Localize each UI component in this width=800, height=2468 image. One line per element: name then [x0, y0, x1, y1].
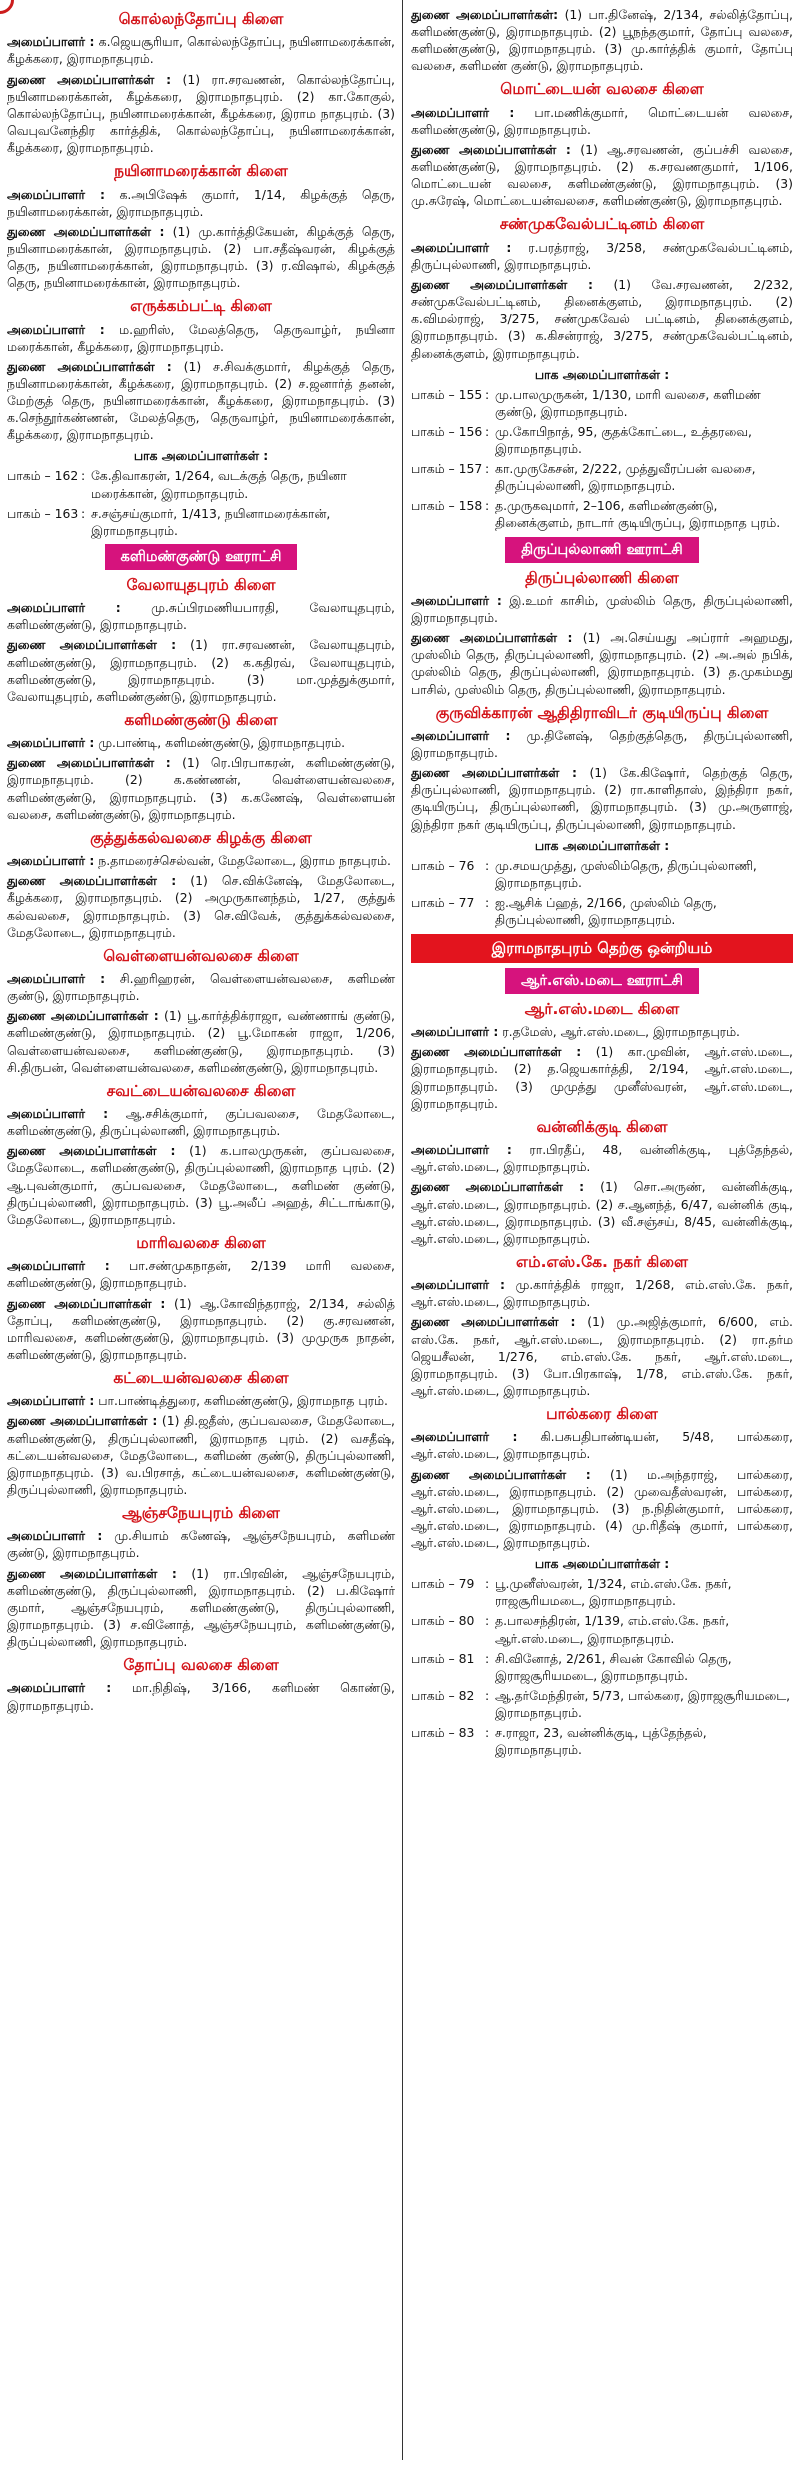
- branch-section: [7, 9, 395, 156]
- deputy-organisers-entry: [7, 872, 395, 940]
- booth-number: பாகம் – 81: [411, 1650, 475, 1666]
- deputy-organisers-text: (1) தி.ஜதீஸ், குப்பவலசை, மேதலோடை, களிமண்குண்டு, திருப்புல்லாணி, இராமநாத புரம். (2) வசதீஷ், கட்டையன்வலசை, மேதலோடை, களிமண் குண்டு, திருப்புல்லாணி, இராமநாதபுரம். (3) வ.பிரசாத், கட்டையன்வலசை, களிமண்குண்டு, திருப்புல்லாணி, இராமநாதபுரம்.: [7, 1413, 395, 1497]
- booth-separator: :: [485, 423, 490, 439]
- booth-separator: :: [81, 468, 86, 484]
- branch-section: [7, 1233, 395, 1363]
- union-banner: இராமநாதபுரம் தெற்கு ஒன்றியம்: [411, 934, 793, 963]
- deputy-organisers-label: துணை அமைப்பாளர்கள் :: [411, 630, 573, 646]
- deputy-organisers-text: (1) சொ.அருண், வன்னிக்குடி, ஆர்.எஸ்.மடை, இராமநாதபுரம். (2) ச.ஆனந்த், 6/47, வன்னிக் குடி, ஆர்.எஸ்.மடை, இராமநாதபுரம். (3) வீ.சஞ்சய், 8/45, வன்னிக்குடி, ஆர்.எஸ்.மடை, இராமநாதபுரம்.: [411, 1179, 793, 1246]
- organiser-text: மு.கார்த்திக் ராஜா, 1/268, எம்.எஸ்.கே. நகர், ஆர்.எஸ்.மடை, இராமநாதபுரம்.: [411, 1277, 793, 1310]
- organiser-entry: [7, 1105, 395, 1139]
- booth-number: பாகம் – 82: [411, 1687, 475, 1703]
- branch-section: [411, 1117, 793, 1247]
- deputy-organisers-label: துணை அமைப்பாளர்கள் :: [7, 637, 177, 653]
- branch-title: மாரிவலசை கிளை: [136, 1233, 266, 1252]
- organiser-text: மு.பாண்டி, களிமண்குண்டு, இராமநாதபுரம்.: [98, 735, 346, 751]
- deputy-organisers-label: துணை அமைப்பாளர்கள் :: [7, 71, 172, 87]
- deputy-organisers-text: (1) அ.செய்யது அப்ரார் அஹமது, முஸ்லிம் தெரு, திருப்புல்லாணி, இராமநாதபுரம். (2) அ.அல் நபிக், முஸ்லிம் தெரு, திருப்புல்லாணி, இராமநாதபுரம். (3) த.முகம்மது பாசில், முஸ்லிம் தெரு, திருப்புல்லாணி, இராமநாதபுரம்.: [411, 630, 793, 697]
- booth-row: [411, 460, 793, 494]
- deputy-organisers-label: துணை அமைப்பாளர்கள் :: [411, 277, 593, 293]
- deputy-organisers-text: (1) ஆ.சரவணன், குப்பச்சி வலசை, களிமண்குண்டு, இராமநாதபுரம். (2) க.சரவணகுமார், 1/106, மொட்டையன் வலசை, களிமண்குண்டு, இராமநாதபுரம். (3) மு.சுரேஷ், மொட்டையன்வலசை, களிமண்குண்டு, இராமநாதபுரம்.: [411, 142, 793, 209]
- branch-title: நயினாமரைக்கான் கிளை: [114, 162, 288, 181]
- organiser-entry: [411, 239, 793, 273]
- organiser-text: மு.சுப்பிரமணியபாரதி, வேலாயுதபுரம், களிமண்குண்டு, இராமநாதபுரம்.: [7, 600, 395, 633]
- branch-section: [7, 1503, 395, 1650]
- organiser-label: அமைப்பாளர் :: [411, 1024, 499, 1040]
- booth-organiser-text: மு.பாலமுருகன், 1/130, மாரி வலசை, களிமண் குண்டு, இராமநாதபுரம்.: [495, 386, 761, 419]
- deputy-organisers-label: துணை அமைப்பாளர்கள் :: [411, 142, 571, 158]
- organiser-entry: [7, 970, 395, 1004]
- branch-section: [7, 710, 395, 823]
- booth-number: பாகம் – 155: [411, 386, 483, 402]
- deputy-organisers-entry: [7, 358, 395, 444]
- booth-organiser-text: த.பாலசந்திரன், 1/139, எம்.எஸ்.கே. நகர், ஆர்.எஸ்.மடை, இராமநாதபுரம்.: [495, 1613, 730, 1646]
- deputy-organisers-entry: [7, 71, 395, 157]
- organiser-entry: [7, 1257, 395, 1291]
- branch-title: பால்கரை கிளை: [546, 1404, 658, 1423]
- deputy-organisers-text: (1) மு.கார்த்திகேயன், கிழக்குத் தெரு, நயினாமரைக்கான், இராமநாதபுரம். (2) பா.சதீஷ்வரன், கிழக்குத் தெரு, நயினாமரைக்கான், இராமநாதபுரம். (3) ர.விஷால், கிழக்குத் தெரு, நயினாமரைக்கான், இராமநாதபுரம்.: [7, 223, 395, 291]
- organiser-entry: [411, 1428, 793, 1462]
- deputy-organisers-text: (1) பா.தினேஷ், 2/134, சல்லித்தோப்பு, களிமண்குண்டு, இராமநாதபுரம். (2) பூநந்தகுமார், தோப்பு வலசை, களிமண்குண்டு, இராமநாதபுரம். (3) மு.கார்த்திக் குமார், தோப்பு வலசை, களிமண் குண்டு, இராமநாதபுரம்.: [411, 7, 793, 74]
- deputy-organisers-entry: [411, 764, 793, 832]
- branch-title: தோப்பு வலசை கிளை: [123, 1656, 279, 1675]
- booth-separator: :: [485, 386, 490, 402]
- deputy-organisers-text: (1) கே.கிஷோர், தெற்குத் தெரு, திருப்புல்லாணி, இராமநாதபுரம். (2) ரா.காளிதாஸ், இந்திரா நகர், குடியிருப்பு, திருப்புல்லாணி, இராமநாதபுரம். (3) மு.அருளாஜ், இந்திரா நகர் குடியிருப்பு, திருப்புல்லாணி, இராமநாதபுரம்.: [411, 765, 793, 832]
- panchayat-heading: ஆர்.எஸ்.மடை ஊராட்சி: [505, 968, 699, 994]
- branch-section: [411, 703, 793, 929]
- booth-number: பாகம் – 162: [7, 468, 79, 484]
- branch-section: [7, 1081, 395, 1228]
- booth-number: பாகம் – 76: [411, 857, 475, 873]
- deputy-organisers-entry: [7, 1412, 395, 1498]
- branch-section: [411, 1252, 793, 1399]
- organiser-entry: [411, 1023, 793, 1040]
- organiser-label: அமைப்பாளர் :: [7, 186, 105, 202]
- booth-organiser-text: பூ.முனீஸ்வரன், 1/324, எம்.எஸ்.கே. நகர், ராஜசூரியமடை, இராமநாதபுரம்.: [495, 1576, 732, 1609]
- branch-title: கொல்லந்தோப்பு கிளை: [118, 10, 284, 28]
- organiser-text: இ.உமர் காசிம், முஸ்லிம் தெரு, திருப்புல்லாணி, இராமநாதபுரம்.: [411, 592, 793, 626]
- organiser-text: சி.ஹரிஹரன், வெள்ளையன்வலசை, களிமண் குண்டு, இராமநாதபுரம்.: [7, 971, 395, 1004]
- booth-organiser-text: கே.திவாகரன், 1/264, வடக்குத் தெரு, நயினா மரைக்கான், இராமநாதபுரம்.: [91, 468, 347, 501]
- booth-row: [411, 423, 793, 457]
- booth-organiser-text: சி.வினோத், 2/261, சிவன் கோவில் தெரு, இராஜசூரியமடை, இராமநாதபுரம்.: [495, 1650, 732, 1683]
- branch-title: எம்.எஸ்.கே. நகர் கிளை: [516, 1252, 688, 1271]
- organiser-label: அமைப்பாளர் :: [411, 1277, 505, 1293]
- booth-organisers-heading: பாக அமைப்பாளர்கள் :: [133, 448, 269, 464]
- booth-separator: :: [485, 1650, 490, 1666]
- booth-number: பாகம் – 80: [411, 1613, 475, 1629]
- organiser-label: அமைப்பாளர் :: [411, 728, 511, 743]
- organiser-entry: [411, 104, 793, 138]
- organiser-entry: [7, 1392, 395, 1409]
- branch-title: வன்னிக்குடி கிளை: [536, 1117, 668, 1136]
- panchayat-heading: களிமண்குண்டு ஊராட்சி: [105, 544, 298, 570]
- organiser-label: அமைப்பாளர் :: [411, 104, 515, 120]
- booth-organisers-heading: பாக அமைப்பாளர்கள் :: [534, 366, 670, 382]
- deputy-organisers-text: (1) ச.சிவக்குமார், கிழக்குத் தெரு, நயினாமரைக்கான், கீழக்கரை, இராமநாதபுரம். (2) ச.ஜனார்த் தனன், மேற்குத் தெரு, நயினாமரைக்கான், கீழக்கரை, இராமநாதபுரம். (3) க.செந்தூர்கண்ணன், மேலத்தெரு, தெருவாழ்ர், நயினாமரைக்கான், கீழக்கரை, இராமநாதபுரம்.: [7, 358, 395, 443]
- booth-separator: :: [485, 1576, 490, 1592]
- branch-section: [7, 575, 395, 705]
- organiser-text: ர.பரத்ராஜ், 3/258, சண்முகவேல்பட்டினம், திருப்புல்லாணி, இராமநாதபுரம்.: [411, 239, 793, 272]
- deputy-organisers-text: (1) மு.அஜித்குமார், 6/600, எம். எஸ்.கே. நகர், ஆர்.எஸ்.மடை, இராமநாதபுரம். (2) ரா.தர்ம ஜெயசீலன், 1/276, எம்.எஸ்.கே. நகர், ஆர்.எஸ்.மடை, இராமநாதபுரம். (3) போ.பிரகாஷ், 1/78, எம்.எஸ்.கே. நகர், ஆர்.எஸ்.மடை, இராமநாதபுரம்.: [411, 1314, 793, 1398]
- deputy-organisers-entry: [7, 754, 395, 822]
- deputy-organisers-entry: [411, 276, 793, 362]
- booth-row: [411, 1612, 793, 1646]
- deputy-organisers-label: துணை அமைப்பாளர்கள் :: [7, 1413, 158, 1429]
- branch-title: ஆஞ்சநேயபுரம் கிளை: [122, 1503, 280, 1522]
- organiser-text: கி.பசுபதிபாண்டியன், 5/48, பால்கரை, ஆர்.எஸ்.மடை, இராமநாதபுரம்.: [411, 1429, 793, 1462]
- deputy-organisers-entry: [411, 1178, 793, 1246]
- booth-row: [411, 1687, 793, 1721]
- booth-row: [7, 467, 395, 501]
- booth-separator: :: [485, 1725, 490, 1741]
- deputy-organisers-text: (1) பூ.கார்த்திக்ராஜா, வண்ணாங் குண்டு, களிமண்குண்டு, இராமநாதபுரம். (2) பூ.மோகன் ராஜா, 1/206, வெள்ளையன்வலசை, களிமண்குண்டு, இராமநாதபுரம். (3) சி.திருபன், வெள்ளையன்வலசை, களிமண்குண்டு, இராமநாதபுரம்.: [7, 1008, 395, 1075]
- booth-organisers-heading: பாக அமைப்பாளர்கள் :: [534, 1556, 670, 1572]
- deputy-organisers-label: துணை அமைப்பாளர்கள் :: [7, 1565, 177, 1581]
- booth-row: [411, 894, 793, 928]
- booth-separator: :: [485, 498, 490, 514]
- deputy-organisers-label: துணை அமைப்பாளர்கள் :: [7, 358, 172, 374]
- branch-section: [7, 828, 395, 941]
- organiser-text: ந.தாமரைச்செல்வன், மேதலோடை, இராம நாதபுரம்.: [98, 853, 391, 869]
- organiser-entry: [411, 592, 793, 626]
- booth-number: பாகம் – 77: [411, 894, 475, 910]
- deputy-organisers-label: துணை அமைப்பாளர்கள் :: [411, 1314, 576, 1330]
- branch-section: [411, 6, 793, 74]
- deputy-organisers-entry: [411, 1043, 793, 1111]
- deputy-organisers-entry: [7, 1295, 395, 1363]
- organiser-text: பா.பாண்டித்துரை, களிமண்குண்டு, இராமநாத புரம்.: [98, 1393, 388, 1409]
- organiser-text: ஆ.சசிக்குமார், குப்பவலசை, மேதலோடை, களிமண்குண்டு, திருப்புல்லாணி, இராமநாதபுரம்.: [7, 1106, 395, 1139]
- organiser-text: க.அபிஷேக் குமார், 1/14, கிழக்குத் தெரு, நயினாமரைக்கான், இராமநாதபுரம்.: [7, 186, 395, 219]
- deputy-organisers-text: (1) ரா.பிரவின், ஆஞ்சநேயபுரம், களிமண்குண்டு, திருப்புல்லாணி, இராமநாதபுரம். (2) ப.கிஷோர் குமார், ஆஞ்சநேயபுரம், களிமண்குண்டு, திருப்புல்லாணி, இராமநாதபுரம். (3) ச.வினோத், ஆஞ்சநேயபுரம், களிமண்குண்டு, திருப்புல்லாணி, இராமநாதபுரம்.: [7, 1565, 395, 1649]
- deputy-organisers-label: துணை அமைப்பாளர்கள் :: [411, 1044, 582, 1060]
- booth-number: பாகம் – 79: [411, 1576, 475, 1592]
- branch-title: எருக்கம்பட்டி கிளை: [130, 297, 272, 316]
- booth-number: பாகம் – 157: [411, 461, 483, 477]
- branch-section: [7, 1368, 395, 1498]
- booth-number: பாகம் – 83: [411, 1725, 475, 1741]
- organiser-label: அமைப்பாளர் :: [7, 853, 95, 869]
- deputy-organisers-label: துணை அமைப்பாளர்கள் :: [7, 755, 171, 771]
- organiser-text: க.ஜெயசூரியா, கொல்லந்தோப்பு, நயினாமரைக்கான், கீழக்கரை, இராமநாதபுரம்.: [7, 34, 395, 67]
- branch-section: [411, 999, 793, 1112]
- booth-organiser-text: ஐ.ஆசிக் ப்ஹத், 2/166, முஸ்லிம் தெரு, திருப்புல்லாணி, இராமநாதபுரம்.: [495, 894, 717, 928]
- deputy-organisers-label: துணை அமைப்பாளர்கள் :: [411, 765, 577, 781]
- booth-organiser-text: மு.சமயமுத்து, முஸ்லிம்தெரு, திருப்புல்லாணி, இராமநாதபுரம்.: [495, 857, 757, 890]
- booth-organiser-text: கா.முருகேசன், 2/222, முத்துவீரப்பன் வலசை, திருப்புல்லாணி, இராமநாதபுரம்.: [495, 461, 756, 494]
- booth-organiser-text: ஆ.தர்மேந்திரன், 5/73, பால்கரை, இராஜசூரியமடை, இராமநாதபுரம்.: [495, 1687, 791, 1720]
- organiser-entry: [7, 599, 395, 633]
- deputy-organisers-entry: [411, 6, 793, 74]
- organiser-label: அமைப்பாளர் :: [7, 321, 105, 337]
- booth-organiser-text: த.முருகவுமார், 2–106, களிமண்குண்டு, தினைக்குளம், நாடார் குடியிருப்பு, இராமநாத புரம்.: [495, 498, 781, 531]
- organiser-label: அமைப்பாளர் :: [7, 971, 106, 987]
- branch-title: கட்டையன்வலசை கிளை: [113, 1368, 289, 1387]
- deputy-organisers-label: துணை அமைப்பாளர்கள் :: [7, 1295, 166, 1311]
- organiser-entry: [7, 33, 395, 67]
- branch-title: திருப்புல்லாணி கிளை: [525, 568, 679, 587]
- branch-title: வெள்ளையன்வலசை கிளை: [103, 946, 299, 965]
- organiser-label: அமைப்பாளர் :: [411, 1429, 518, 1445]
- organiser-label: அமைப்பாளர் :: [7, 1528, 103, 1544]
- deputy-organisers-text: (1) ரெ.பிரபாகரன், களிமண்குண்டு, இராமநாதபுரம். (2) க.கண்ணன், வெள்ளையன்வலசை, களிமண்குண்டு, இராமநாதபுரம். (3) க.கணேஷ், வெள்ளையன் வலசை, களிமண்குண்டு, இராமநாதபுரம்.: [7, 755, 395, 822]
- organiser-entry: [7, 852, 395, 869]
- organiser-entry: [7, 1679, 395, 1713]
- organiser-label: அமைப்பாளர் :: [7, 1258, 110, 1274]
- organiser-entry: [7, 186, 395, 220]
- deputy-organisers-entry: [411, 629, 793, 697]
- branch-section: [7, 296, 395, 539]
- deputy-organisers-label: துணை அமைப்பாளர்கள் :: [7, 1143, 176, 1159]
- branch-title: சவட்டையன்வலசை கிளை: [106, 1081, 296, 1100]
- branch-title: ஆர்.எஸ்.மடை கிளை: [524, 999, 680, 1018]
- organiser-label: அமைப்பாளர் :: [7, 1106, 109, 1122]
- deputy-organisers-entry: [7, 1565, 395, 1651]
- deputy-organisers-entry: [7, 223, 395, 291]
- organiser-entry: [411, 1276, 793, 1310]
- deputy-organisers-text: (1) வே.சரவணன், 2/232, சண்முகவேல்பட்டினம், தினைக்குளம், இராமநாதபுரம். (2) க.விமல்ராஜ், 3/275, சண்முகவேல் பட்டினம், தினைக்குளம், இராமநாதபுரம். (3) க.கிசன்ராஜ், 3/275, சண்முகவேல்பட்டினம், தினைக்குளம், இராமநாதபுரம்.: [411, 277, 793, 361]
- branch-title: வேலாயுதபுரம் கிளை: [126, 575, 276, 594]
- organiser-text: பா.சண்முகநாதன், 2/139 மாரி வலசை, களிமண்குண்டு, இராமநாதபுரம்.: [7, 1258, 395, 1291]
- organiser-label: அமைப்பாளர் :: [411, 239, 512, 255]
- organiser-label: அமைப்பாளர் :: [7, 1680, 112, 1696]
- deputy-organisers-entry: [411, 1466, 793, 1552]
- booth-row: [411, 1724, 793, 1758]
- branch-section: [7, 946, 395, 1076]
- branch-section: [411, 1404, 793, 1758]
- deputy-organisers-label: துணை அமைப்பாளர்கள் :: [7, 1008, 159, 1024]
- booth-organisers-heading: பாக அமைப்பாளர்கள் :: [534, 837, 670, 853]
- right-column: [404, 0, 800, 2460]
- branch-section: [411, 79, 793, 209]
- organiser-text: மா.நிதிஷ், 3/166, களிமண் கொண்டு, இராமநாதபுரம்.: [7, 1680, 395, 1713]
- branch-section: [7, 1655, 395, 1714]
- booth-row: [411, 1650, 793, 1684]
- branch-section: [7, 161, 395, 291]
- deputy-organisers-text: (1) கா.முவின், ஆர்.எஸ்.மடை, இராமநாதபுரம். (2) த.ஜெயகார்த்தி, 2/194, ஆர்.எஸ்.மடை, இராமநாதபுரம். (3) முமுத்து முனீஸ்வரன், ஆர்.எஸ்.மடை, இராமநாதபுரம்.: [411, 1044, 793, 1111]
- organiser-text: மு.தினேஷ், தெற்குத்தெரு, திருப்புல்லாணி, இராமநாதபுரம்.: [411, 728, 793, 761]
- deputy-organisers-label: துணை அமைப்பாளர்கள் :: [411, 1179, 585, 1195]
- deputy-organisers-text: (1) ரா.சரவணன், கொல்லந்தோப்பு, நயினாமரைக்கான், கீழக்கரை, இராமநாதபுரம். (2) கா.கோகுல், கொல்லந்தோப்பு, நயினாமரைக்கான், கீழக்கரை, இராம நாதபுரம். (3) வெபுவனேந்திர கார்த்திக், கொல்லந்தோப்பு, நயினாமரைக்கான், கீழக்கரை, இராமநாதபுரம்.: [7, 71, 395, 156]
- booth-organiser-text: ச.ராஜா, 23, வன்னிக்குடி, புத்தேந்தல், இராமநாதபுரம்.: [495, 1725, 707, 1758]
- branch-title: களிமண்குண்டு கிளை: [124, 710, 278, 729]
- booth-organiser-text: மு.கோபிநாத், 95, குதக்கோட்டை, உத்தரவை, இராமநாதபுரம்.: [495, 423, 752, 457]
- booth-row: [7, 505, 395, 539]
- branch-title: குத்துக்கல்வலசை கிழக்கு கிளை: [90, 828, 312, 847]
- deputy-organisers-label: துணை அமைப்பாளர்கள் :: [411, 1466, 591, 1482]
- branch-section: [411, 568, 793, 698]
- deputy-organisers-label: துணை அமைப்பாளர்கள்:: [411, 7, 559, 22]
- booth-row: [411, 1575, 793, 1609]
- booth-number: பாகம் – 158: [411, 498, 483, 514]
- deputy-organisers-text: (1) செ.விக்னேஷ், மேதலோடை, கீழக்கரை, இராமநாதபுரம். (2) அமுருகானந்தம், 1/27, குத்துக் கல்வலசை, இராமநாதபுரம். (3) செ.விவேக், குத்துக்கல்வலசை, மேதலோடை, இராமநாதபுரம்.: [7, 873, 395, 940]
- booth-number: பாகம் – 156: [411, 423, 483, 439]
- organiser-text: பா.மணிக்குமார், மொட்டையன் வலசை, களிமண்குண்டு, இராமநாதபுரம்.: [411, 104, 793, 137]
- booth-separator: :: [485, 461, 490, 477]
- booth-separator: :: [485, 1613, 490, 1629]
- booth-row: [411, 497, 793, 531]
- organiser-text: ம.ஹரிஸ், மேலத்தெரு, தெருவாழ்ர், நயினா மரைக்கான், கீழக்கரை, இராமநாதபுரம்.: [7, 321, 395, 354]
- branch-title: மொட்டையன் வலசை கிளை: [500, 80, 704, 99]
- organiser-entry: [7, 321, 395, 355]
- booth-number: பாகம் – 163: [7, 505, 79, 521]
- deputy-organisers-text: (1) ரா.சரவணன், வேலாயுதபுரம், களிமண்குண்டு, இராமநாதபுரம். (2) க.கதிரவ், வேலாயுதபுரம், களிமண்குண்டு, இராமநாதபுரம். (3) மா.முத்துக்குமார், வேலாயுதபுரம், களிமண்குண்டு, இராமநாதபுரம்.: [7, 637, 395, 704]
- branch-section: [411, 214, 793, 531]
- deputy-organisers-entry: [7, 1142, 395, 1228]
- panchayat-heading: திருப்புல்லாணி ஊராட்சி: [505, 537, 698, 563]
- deputy-organisers-text: (1) க.பாலமுருகன், குப்பவலசை, மேதலோடை, களிமண்குண்டு, திருப்புல்லாணி, இராமநாத புரம். (2) ஆ.புவன்குமார், குப்பவலசை, மேதலோடை, களிமண் குண்டு, திருப்புல்லாணி, இராமநாதபுரம். (3) பூ.அலீப் அஹத், சிட்டாங்காடு, மேதலோடை, இராமநாதபுரம்.: [7, 1143, 395, 1227]
- deputy-organisers-entry: [411, 141, 793, 209]
- organiser-label: அமைப்பாளர் :: [7, 735, 95, 751]
- booth-separator: :: [81, 505, 86, 521]
- booth-row: [411, 386, 793, 420]
- deputy-organisers-entry: [7, 1007, 395, 1075]
- organiser-label: அமைப்பாளர் :: [411, 592, 502, 608]
- deputy-organisers-entry: [411, 1313, 793, 1399]
- organiser-entry: [411, 727, 793, 761]
- booth-organiser-text: ச.சஞ்சய்குமார், 1/413, நயினாமரைக்கான், இராமநாதபுரம்.: [91, 505, 331, 538]
- deputy-organisers-label: துணை அமைப்பாளர்கள் :: [7, 873, 177, 889]
- organiser-entry: [411, 1141, 793, 1175]
- organiser-label: அமைப்பாளர் :: [7, 34, 95, 50]
- booth-separator: :: [485, 894, 490, 910]
- deputy-organisers-entry: [7, 636, 395, 704]
- branch-title: சண்முகவேல்பட்டினம் கிளை: [499, 215, 705, 234]
- deputy-organisers-text: (1) ம.அந்தராஜ், பால்கரை, ஆர்.எஸ்.மடை, இராமநாதபுரம். (2) முவைதீஸ்வரன், பால்கரை, ஆர்.எஸ்.மடை, இராமநாதபுரம். (3) ந.நிதின்குமார், பால்கரை, ஆர்.எஸ்.மடை, இராமநாதபுரம். (4) மு.ரிதீஷ் குமார், பால்கரை, ஆர்.எஸ்.மடை, இராமநாதபுரம்.: [411, 1466, 793, 1551]
- organiser-label: அமைப்பாளர் :: [7, 600, 121, 616]
- organiser-label: அமைப்பாளர் :: [7, 1393, 95, 1409]
- booth-separator: :: [485, 857, 490, 873]
- booth-row: [411, 857, 793, 891]
- deputy-organisers-label: துணை அமைப்பாளர்கள் :: [7, 223, 165, 239]
- organiser-text: மு.சியாம் கணேஷ், ஆஞ்சநேயபுரம், களிமண் குண்டு, இராமநாதபுரம்.: [7, 1528, 395, 1561]
- booth-separator: :: [485, 1687, 490, 1703]
- branch-title: குருவிக்காரன் ஆதிதிராவிடர் குடியிருப்பு கிளை: [435, 703, 769, 722]
- deputy-organisers-text: (1) ஆ.கோவிந்தராஜ், 2/134, சல்லித் தோப்பு, களிமண்குண்டு, இராமநாதபுரம். (2) கு.சரவணன், மாரிவலசை, களிமண்குண்டு, இராமநாதபுரம். (3) முமுருக நாதன், களிமண்குண்டு, இராமநாதபுரம்.: [7, 1295, 395, 1362]
- organiser-entry: [7, 734, 395, 751]
- organiser-entry: [7, 1527, 395, 1561]
- organiser-text: ர.தமேஸ், ஆர்.எஸ்.மடை, இராமநாதபுரம்.: [502, 1024, 740, 1040]
- organiser-text: ரா.பிரதீப், 48, வன்னிக்குடி, புத்தேந்தல், ஆர்.எஸ்.மடை, இராமநாதபுரம்.: [411, 1142, 793, 1175]
- organiser-label: அமைப்பாளர் :: [411, 1142, 512, 1158]
